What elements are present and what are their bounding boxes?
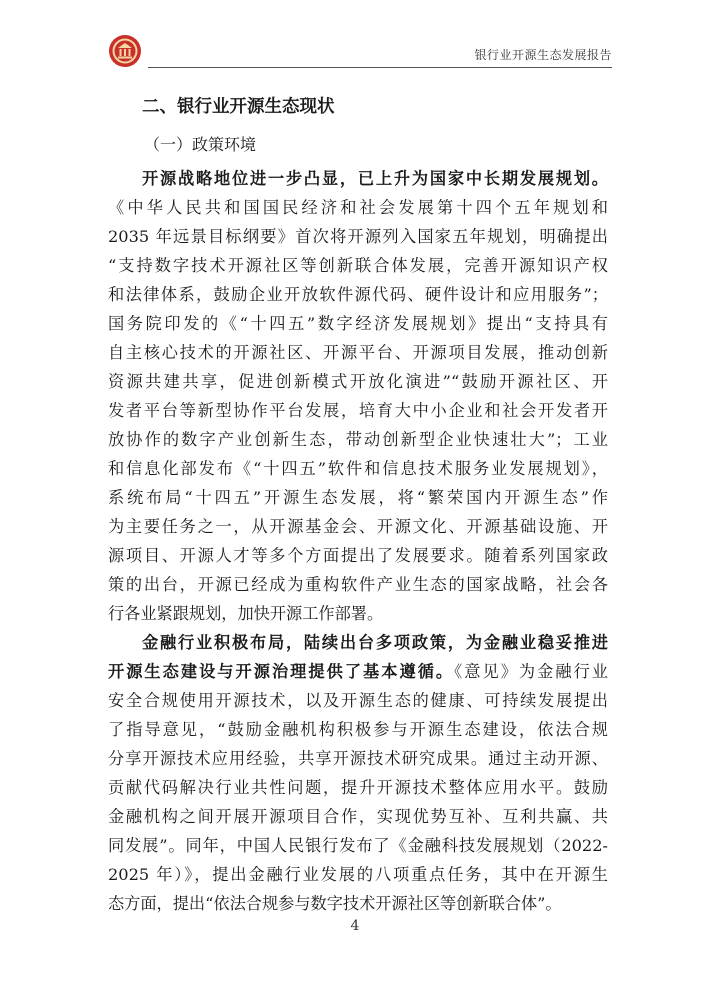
bold-lead-text: 金融行业积极布局，陆续出台多项政策，为金融业稳妥推进: [142, 633, 608, 652]
paragraph-line: 自主核心技术的开源社区、开源平台、开源项目发展，推动创新: [108, 343, 608, 362]
paragraph-line: 同发展”。同年，中国人民银行发布了《金融科技发展规划（2022-: [108, 836, 608, 855]
paragraph-line: 金融机构之间开展开源项目合作，实现优势互补、互利共赢、共: [108, 807, 608, 826]
paragraph-line: 分享开源技术应用经验，共享开源技术研究成果。通过主动开源、: [108, 749, 608, 768]
paragraph-line: 了指导意见，“鼓励金融机构积极参与开源生态建设，依法合规: [108, 720, 608, 739]
paragraph-line: 2025 年）》，提出金融行业发展的八项重点任务，其中在开源生: [108, 865, 608, 884]
subsection-title: （一）政策环境: [144, 135, 257, 154]
page-content: [108, 86, 608, 918]
paragraph-line: 策的出台，开源已经成为重构软件产业生态的国家战略，社会各: [108, 575, 608, 594]
paragraph-line: “支持数字技术开源社区等创新联合体发展，完善开源知识产权: [108, 256, 608, 275]
paragraph-line: 态方面，提出“依法合规参与数字技术开源社区等创新联合体”。: [108, 894, 562, 913]
paragraph-line: 行各业紧跟规划，加快开源工作部署。: [108, 604, 384, 623]
bold-lead-text: 开源生态建设与开源治理提供了基本遵循。: [108, 662, 455, 681]
paragraph-policy-status: [108, 164, 608, 628]
paragraph-line: 系统布局“十四五”开源生态发展，将“繁荣国内开源生态”作: [108, 488, 608, 507]
bold-lead-text: 开源战略地位进一步凸显，已上升为国家中长期发展规划。: [142, 169, 608, 188]
report-header-title: 银行业开源生态发展报告: [474, 48, 612, 62]
paragraph-line: 为主要任务之一，从开源基金会、开源文化、开源基础设施、开: [108, 517, 608, 536]
page-header: [108, 34, 612, 74]
paragraph-line: [108, 657, 608, 686]
bank-logo-icon: [108, 34, 142, 68]
paragraph-line: 国务院印发的《“十四五”数字经济发展规划》提出“支持具有: [108, 314, 608, 333]
paragraph-line: 《中华人民共和国国民经济和社会发展第十四个五年规划和: [108, 198, 608, 217]
header-divider: [148, 67, 612, 68]
paragraph-line: [108, 628, 608, 657]
paragraph-line: 资源共建共享，促进创新模式开放化演进”“鼓励开源社区、开: [108, 372, 608, 391]
paragraph-text: 《意见》为金融行业: [454, 662, 608, 681]
paragraph-line: 放协作的数字产业创新生态，带动创新型企业快速壮大”；工业: [108, 430, 608, 449]
section-title: 二、银行业开源生态现状: [142, 97, 335, 117]
paragraph-line: 2035 年远景目标纲要》首次将开源列入国家五年规划，明确提出: [108, 227, 608, 246]
paragraph-line: 和法律体系，鼓励企业开放软件源代码、硬件设计和应用服务”；: [108, 285, 608, 304]
paragraph-finance-policy: [108, 628, 608, 918]
paragraph-line: 贡献代码解决行业共性问题，提升开源技术整体应用水平。鼓励: [108, 778, 608, 797]
paragraph-line: 安全合规使用开源技术，以及开源生态的健康、可持续发展提出: [108, 691, 608, 710]
paragraph-line: 和信息化部发布《“十四五”软件和信息技术服务业发展规划》，: [108, 459, 608, 478]
paragraph-line: 发者平台等新型协作平台发展，培育大中小企业和社会开发者开: [108, 401, 608, 420]
page-number: 4: [350, 918, 360, 934]
paragraph-line: [108, 164, 608, 193]
paragraph-line: 源项目、开源人才等多个方面提出了发展要求。随着系列国家政: [108, 546, 608, 565]
